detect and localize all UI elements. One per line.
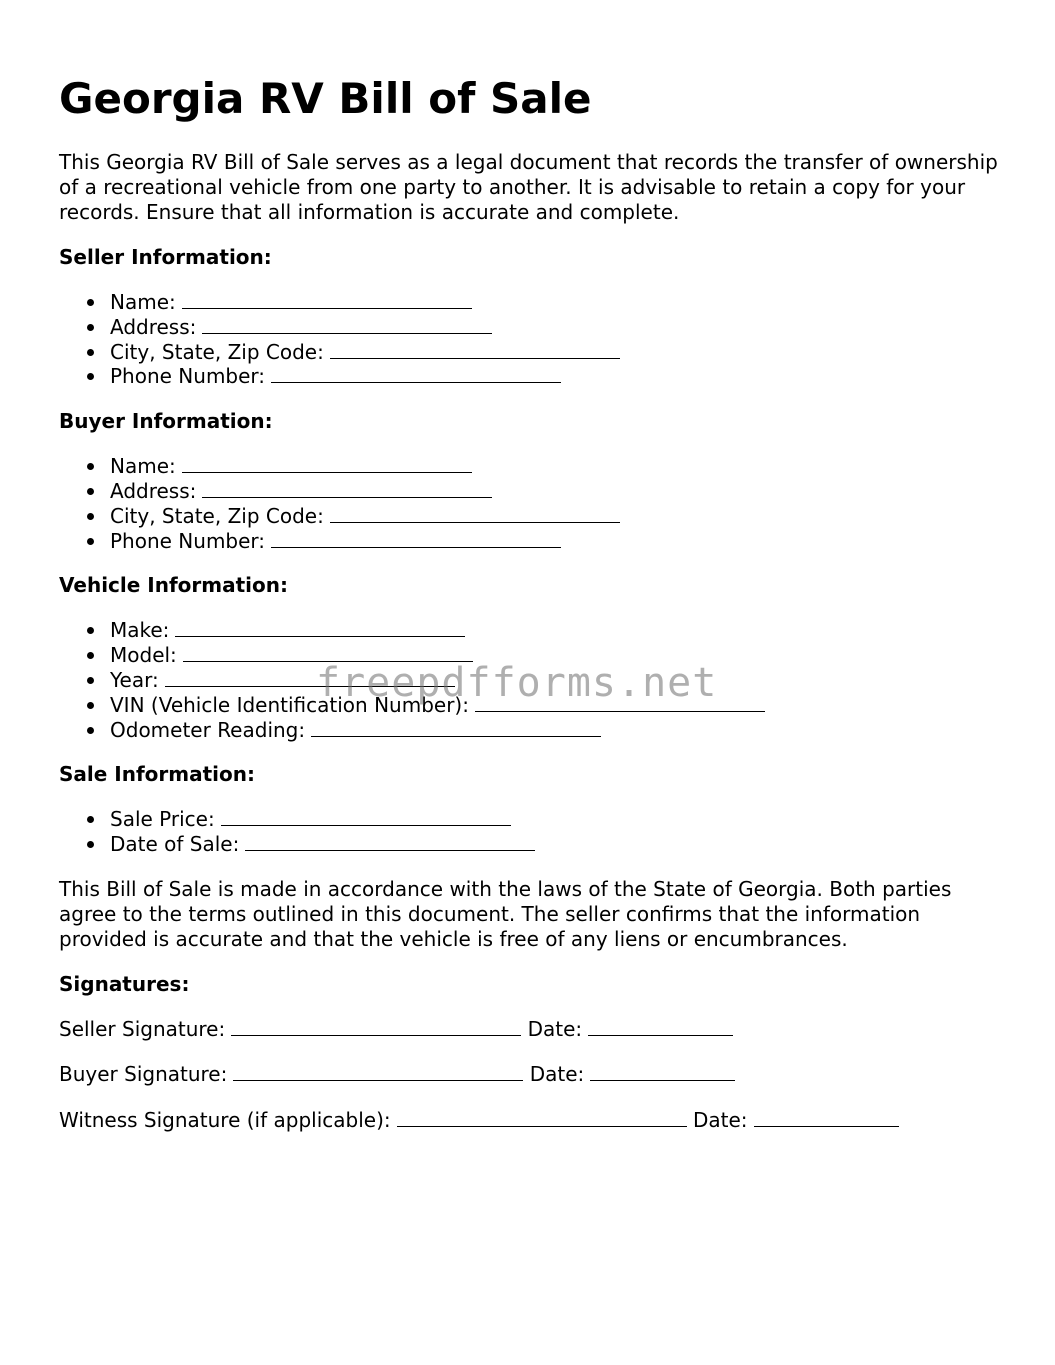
seller-name-field: Name:	[110, 290, 999, 315]
seller-signature-blank[interactable]	[231, 1017, 521, 1036]
blank-line[interactable]	[311, 718, 601, 737]
blank-line[interactable]	[165, 668, 455, 687]
witness-date-blank[interactable]	[754, 1108, 899, 1127]
blank-line[interactable]	[183, 643, 473, 662]
vehicle-odometer-field: Odometer Reading:	[110, 718, 999, 743]
vehicle-vin-field: VIN (Vehicle Identification Number):	[110, 693, 999, 718]
blank-line[interactable]	[182, 290, 472, 309]
vehicle-model-field: Model:	[110, 643, 999, 668]
sale-heading: Sale Information:	[59, 762, 255, 787]
seller-heading: Seller Information:	[59, 245, 272, 269]
witness-signature-blank[interactable]	[397, 1108, 687, 1127]
buyer-signature-blank[interactable]	[233, 1062, 523, 1081]
watermark-text: freepdfforms.net	[316, 660, 718, 706]
seller-fields	[59, 290, 999, 389]
blank-line[interactable]	[330, 504, 620, 523]
blank-line[interactable]	[175, 618, 465, 637]
witness-signature-line: Witness Signature (if applicable): Date:	[59, 1108, 999, 1133]
buyer-phone-field: Phone Number:	[110, 529, 999, 554]
buyer-address-field: Address:	[110, 479, 999, 504]
vehicle-make-field: Make:	[110, 618, 999, 643]
buyer-heading: Buyer Information:	[59, 409, 273, 434]
signatures-heading: Signatures:	[59, 971, 190, 996]
seller-city-field: City, State, Zip Code:	[110, 340, 999, 365]
blank-line[interactable]	[221, 807, 511, 826]
seller-phone-field: Phone Number:	[110, 364, 999, 389]
vehicle-heading: Vehicle Information:	[59, 573, 288, 598]
seller-date-blank[interactable]	[588, 1017, 733, 1036]
sale-price-field: Sale Price:	[110, 807, 999, 832]
document-page	[59, 70, 999, 1153]
buyer-name-field: Name:	[110, 454, 999, 479]
blank-line[interactable]	[202, 315, 492, 334]
document-title: Georgia RV Bill of Sale	[59, 74, 592, 123]
blank-line[interactable]	[202, 479, 492, 498]
buyer-city-field: City, State, Zip Code:	[110, 504, 999, 529]
blank-line[interactable]	[330, 340, 620, 359]
seller-signature-line: Seller Signature: Date:	[59, 1017, 999, 1042]
closing-paragraph: This Bill of Sale is made in accordance with the laws of the State of Georgia. Both parties agree to the terms outlined in this document. The seller confirms that the information provided is accurate and that the vehicle is free of any liens or encumbrances.	[59, 876, 952, 951]
vehicle-year-field: Year:	[110, 668, 999, 693]
buyer-signature-line: Buyer Signature: Date:	[59, 1062, 999, 1087]
blank-line[interactable]	[182, 454, 472, 473]
blank-line[interactable]	[475, 693, 765, 712]
vehicle-fields	[59, 618, 999, 742]
blank-line[interactable]	[271, 529, 561, 548]
sale-fields	[59, 807, 999, 857]
sale-date-field: Date of Sale:	[110, 832, 999, 857]
blank-line[interactable]	[271, 364, 561, 383]
buyer-date-blank[interactable]	[590, 1062, 735, 1081]
seller-address-field: Address:	[110, 315, 999, 340]
blank-line[interactable]	[245, 832, 535, 851]
intro-paragraph: This Georgia RV Bill of Sale serves as a legal document that records the transfer of ownership of a recreational vehicle from one party to another. It is advisable to retain a copy for your records. Ensure that all information is accurate and complete.	[59, 150, 998, 224]
buyer-fields	[59, 454, 999, 553]
